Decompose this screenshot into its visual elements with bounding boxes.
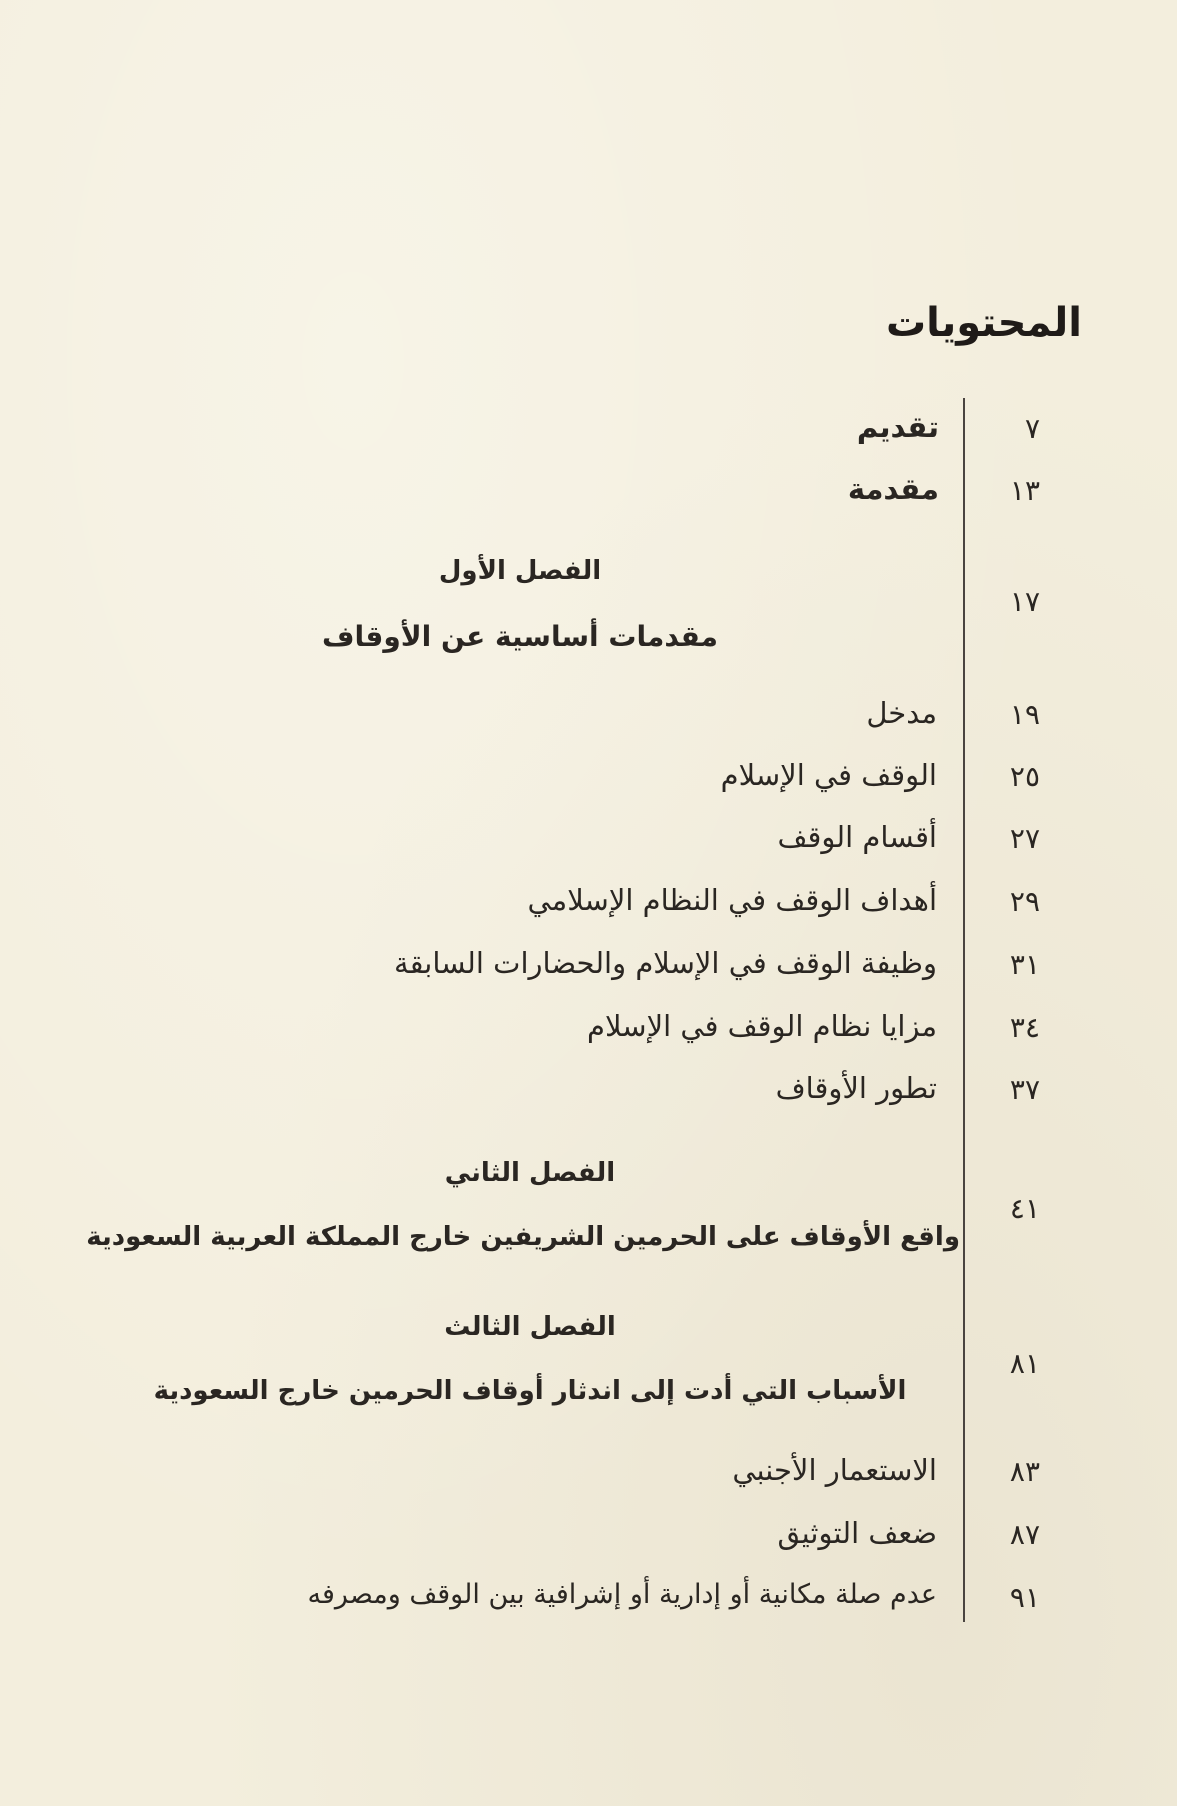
toc-entry: مقدمة bbox=[847, 472, 939, 506]
toc-entry: الوقف في الإسلام bbox=[720, 758, 937, 792]
page-number: ٨٧ bbox=[1009, 1518, 1040, 1551]
chapter-heading bbox=[86, 1158, 960, 1252]
toc-entry: عدم صلة مكانية أو إدارية أو إشرافية بين الوقف ومصرفه bbox=[307, 1579, 937, 1610]
page-number: ٣٧ bbox=[1009, 1073, 1040, 1106]
page-number: ١٣ bbox=[1009, 474, 1040, 507]
chapter-heading bbox=[130, 1312, 930, 1406]
page-number: ٤١ bbox=[1009, 1192, 1040, 1225]
chapter-label: الفصل الأول bbox=[438, 556, 602, 586]
toc-entry: مزايا نظام الوقف في الإسلام bbox=[587, 1009, 937, 1043]
page-number: ١٧ bbox=[1009, 585, 1040, 618]
page-number: ٣٤ bbox=[1009, 1011, 1040, 1044]
toc-entry: مدخل bbox=[866, 696, 937, 730]
page-title: المحتويات bbox=[885, 300, 1082, 346]
chapter-title: واقع الأوقاف على الحرمين الشريفين خارج المملكة العربية السعودية bbox=[86, 1222, 960, 1252]
toc-entry: تطور الأوقاف bbox=[775, 1071, 937, 1105]
page-number: ٢٩ bbox=[1009, 885, 1040, 918]
page-number: ٧ bbox=[1024, 412, 1040, 445]
page-number: ١٩ bbox=[1009, 698, 1040, 731]
chapter-title: مقدمات أساسية عن الأوقاف bbox=[321, 620, 719, 653]
chapter-title: الأسباب التي أدت إلى اندثار أوقاف الحرمين خارج السعودية bbox=[153, 1376, 907, 1406]
page-number: ٢٧ bbox=[1009, 822, 1040, 855]
toc-entry: الاستعمار الأجنبي bbox=[732, 1453, 937, 1487]
toc-entry: أقسام الوقف bbox=[777, 820, 937, 854]
toc-entry: أهداف الوقف في النظام الإسلامي bbox=[527, 883, 937, 917]
chapter-label: الفصل الثاني bbox=[444, 1158, 616, 1188]
toc-entry: تقديم bbox=[856, 410, 939, 444]
chapter-heading bbox=[160, 556, 880, 653]
toc-entry: ضعف التوثيق bbox=[777, 1516, 937, 1550]
chapter-label: الفصل الثالث bbox=[444, 1312, 616, 1342]
page-number: ٩١ bbox=[1009, 1581, 1040, 1614]
page-number: ٨٣ bbox=[1009, 1455, 1040, 1488]
page-number: ٣١ bbox=[1009, 948, 1040, 981]
column-divider bbox=[963, 398, 965, 1622]
page-number: ٢٥ bbox=[1009, 760, 1040, 793]
toc-entry: وظيفة الوقف في الإسلام والحضارات السابقة bbox=[394, 946, 937, 980]
page-number: ٨١ bbox=[1009, 1347, 1040, 1380]
